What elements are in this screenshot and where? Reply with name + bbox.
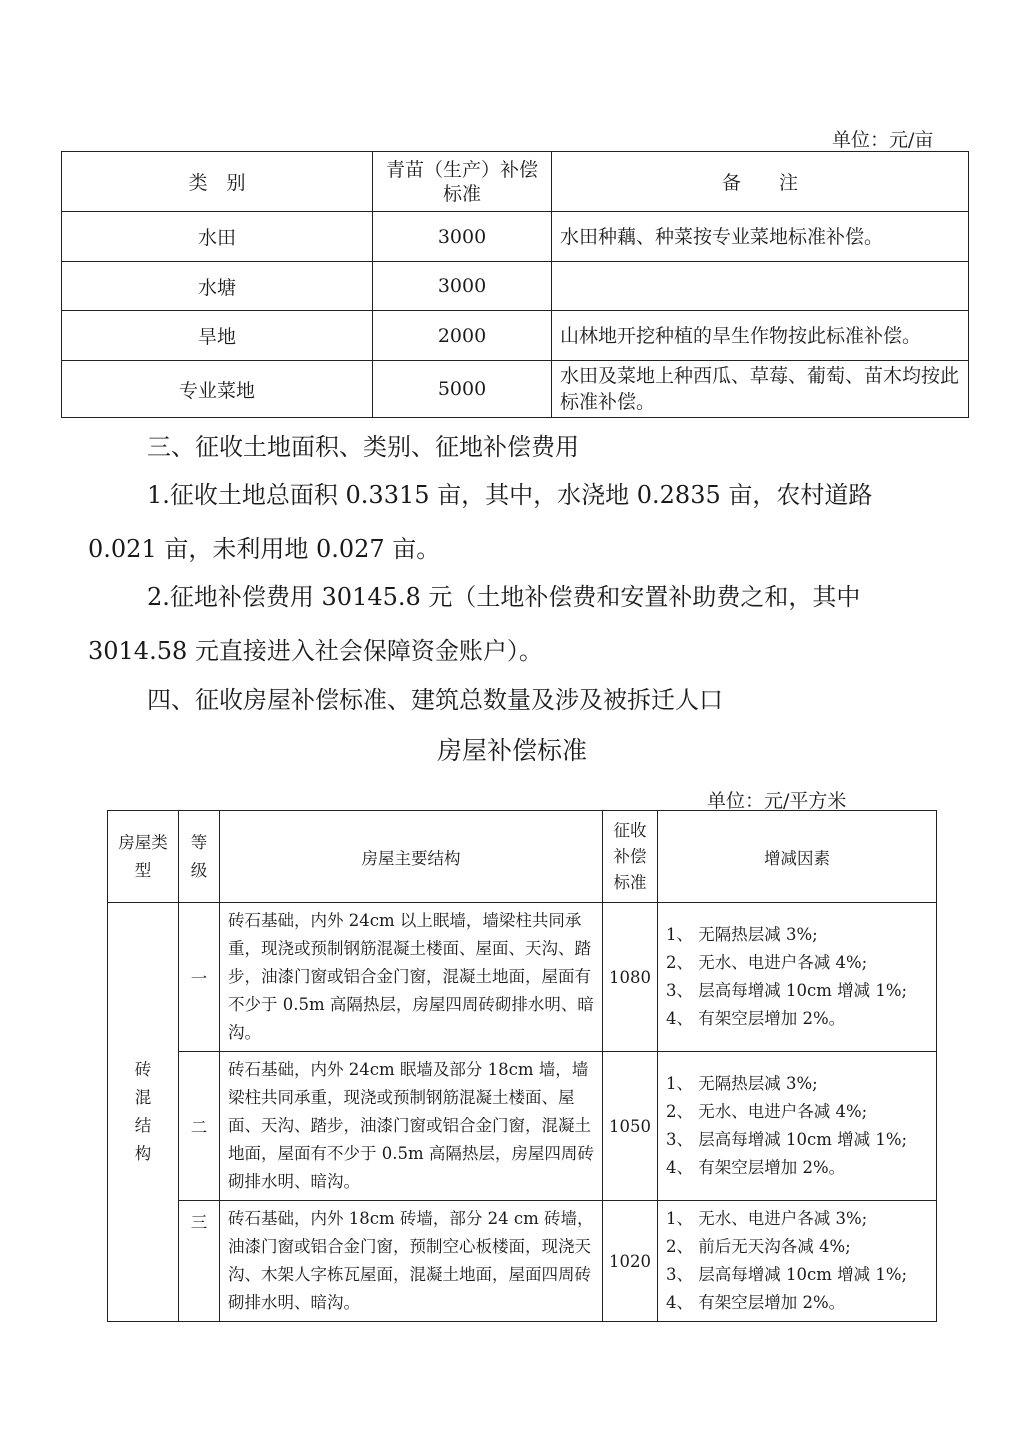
header-standard: 青苗（生产）补偿标准 — [373, 152, 552, 212]
cell-standard: 5000 — [373, 361, 552, 418]
factor-item: 3、 层高每增减 10cm 增减 1%; — [666, 1265, 908, 1284]
cell-grade: 三 — [179, 1201, 220, 1322]
table-title: 房屋补偿标准 — [436, 736, 587, 765]
table-row — [108, 903, 937, 1052]
cell-remark — [552, 262, 969, 311]
table-header-row — [108, 811, 937, 903]
cell-standard: 1050 — [603, 1052, 658, 1201]
header-standard: 征收补偿标准 — [603, 811, 658, 903]
factor-item: 1、 无水、电进户各减 3%; — [666, 1209, 868, 1228]
cell-remark: 水田及菜地上种西瓜、草莓、葡萄、苗木均按此标准补偿。 — [552, 361, 969, 418]
cell-standard: 3000 — [373, 212, 552, 262]
header-grade: 等级 — [179, 811, 220, 903]
cell-grade: 二 — [179, 1052, 220, 1201]
factor-item: 2、 无水、电进户各减 4%; — [666, 1102, 868, 1121]
factor-item: 4、 有架空层增加 2%。 — [666, 1009, 846, 1028]
cell-type: 专业菜地 — [62, 361, 373, 418]
table-row — [62, 212, 969, 262]
header-remark: 备 注 — [552, 152, 969, 212]
unit-label-mu: 单位：元/亩 — [832, 129, 934, 151]
cell-standard: 2000 — [373, 311, 552, 361]
cell-type: 水田 — [62, 212, 373, 262]
seedling-compensation-table — [61, 151, 969, 418]
cell-type: 水塘 — [62, 262, 373, 311]
paragraph-2-line-2: 3014.58 元直接进入社会保障资金账户）。 — [88, 637, 543, 665]
cell-house-type — [108, 903, 179, 1322]
cell-structure: 砖石基础，内外 24cm 眠墙及部分 18cm 墙，墙梁柱共同承重，现浇或预制钢筋混凝土楼面、屋面、天沟、踏步，油漆门窗或铝合金门窗，混凝土地面，屋面有不少于 0.5m 高隔热层，房屋四周砖砌排水明、暗沟。 — [220, 1052, 603, 1201]
paragraph-2-line-1: 2.征地补偿费用 30145.8 元（土地补偿费和安置补助费之和，其中 — [147, 583, 861, 611]
paragraph-1-line-1: 1.征收土地总面积 0.3315 亩，其中，水浇地 0.2835 亩，农村道路 — [147, 481, 873, 509]
house-type-vertical-label: 砖混结构 — [134, 1060, 152, 1163]
table-row — [62, 262, 969, 311]
cell-standard: 1020 — [603, 1201, 658, 1322]
cell-structure: 砖石基础，内外 18cm 砖墙，部分 24 cm 砖墙，油漆门窗或铝合金门窗，预制空心板楼面，现浇天沟、木架人字栋瓦屋面，混凝土地面，屋面四周砖砌排水明、暗沟。 — [220, 1201, 603, 1322]
factor-item: 1、 无隔热层减 3%; — [666, 1074, 818, 1093]
table-row — [108, 1201, 937, 1322]
factor-item: 2、 无水、电进户各减 4%; — [666, 953, 868, 972]
header-type: 类 别 — [62, 152, 373, 212]
cell-grade: 一 — [179, 903, 220, 1052]
table-header-row — [62, 152, 969, 212]
cell-standard: 1080 — [603, 903, 658, 1052]
cell-remark: 水田种藕、种菜按专业菜地标准补偿。 — [552, 212, 969, 262]
cell-structure: 砖石基础，内外 24cm 以上眠墙，墙梁柱共同承重，现浇或预制钢筋混凝土楼面、屋面、天沟、踏步，油漆门窗或铝合金门窗，混凝土地面，屋面有不少于 0.5m 高隔热层，房屋四周砖砌排水明、暗沟。 — [220, 903, 603, 1052]
factor-item: 1、 无隔热层减 3%; — [666, 925, 818, 944]
table-row — [62, 311, 969, 361]
factor-item: 4、 有架空层增加 2%。 — [666, 1158, 846, 1177]
factor-item: 3、 层高每增减 10cm 增减 1%; — [666, 1130, 908, 1149]
section-4-heading: 四、征收房屋补偿标准、建筑总数量及涉及被拆迁人口 — [147, 686, 723, 714]
cell-factors — [658, 1052, 937, 1201]
cell-remark: 山林地开挖种植的旱生作物按此标准补偿。 — [552, 311, 969, 361]
unit-label-sqm: 单位：元/平方米 — [707, 790, 847, 812]
table-row — [108, 1052, 937, 1201]
header-structure: 房屋主要结构 — [220, 811, 603, 903]
factor-item: 3、 层高每增减 10cm 增减 1%; — [666, 981, 908, 1000]
cell-factors — [658, 903, 937, 1052]
paragraph-1-line-2: 0.021 亩，未利用地 0.027 亩。 — [88, 535, 441, 563]
cell-type: 旱地 — [62, 311, 373, 361]
table-row — [62, 361, 969, 418]
factor-item: 4、 有架空层增加 2%。 — [666, 1293, 846, 1312]
section-3-heading: 三、征收土地面积、类别、征地补偿费用 — [147, 433, 579, 461]
house-compensation-table — [107, 810, 937, 1322]
cell-standard: 3000 — [373, 262, 552, 311]
factor-item: 2、 前后无天沟各减 4%; — [666, 1237, 851, 1256]
cell-factors — [658, 1201, 937, 1322]
header-factors: 增减因素 — [658, 811, 937, 903]
header-house-type: 房屋类型 — [108, 811, 179, 903]
